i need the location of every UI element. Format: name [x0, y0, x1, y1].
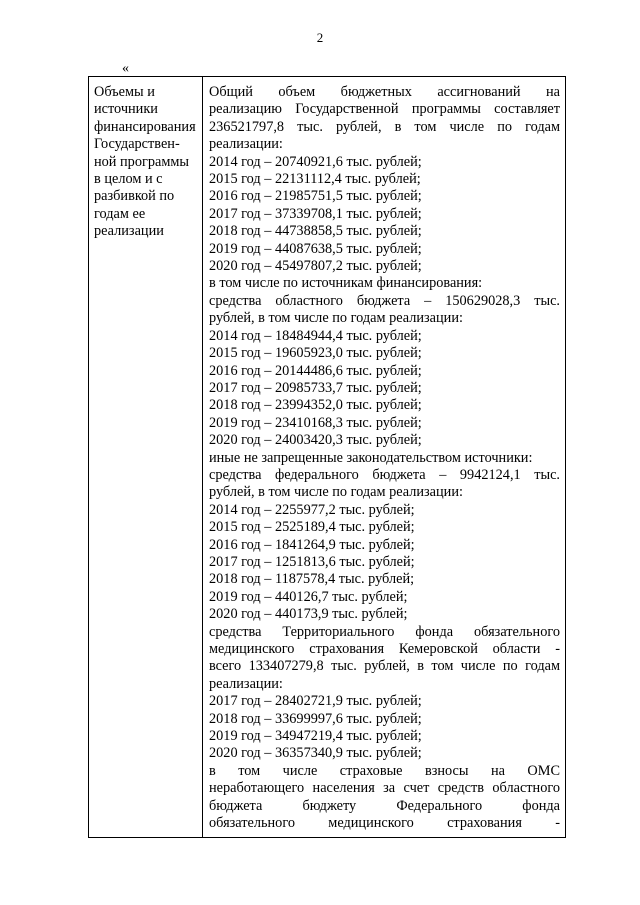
passport-table [88, 76, 566, 838]
page-number: 2 [316, 30, 324, 45]
content-line: 2016 год – 20144486,6 тыс. рублей; [209, 362, 422, 379]
content-line: 2020 год – 440173,9 тыс. рублей; [209, 606, 408, 623]
content-line: 2015 год – 22131112,4 тыс. рублей; [209, 171, 421, 188]
row-content-cell [203, 77, 565, 837]
content-line: в том числе страховые взносы на ОМС [209, 762, 560, 779]
content-line: 2016 год – 21985751,5 тыс. рублей; [209, 188, 422, 205]
content-line: реализации: [209, 136, 283, 153]
content-line: средства Территориального фонда обязательного [209, 623, 560, 640]
content-line: неработающего населения за счет средств областного [209, 780, 560, 797]
row-header-line: ной программы [94, 153, 190, 170]
content-line: рублей, в том числе по годам реализации: [209, 484, 463, 501]
content-line: 2019 год – 34947219,4 тыс. рублей; [209, 728, 422, 745]
opening-quote-mark: « [122, 61, 129, 76]
content-line: 2018 год – 1187578,4 тыс. рублей; [209, 571, 415, 588]
row-header-line: годам ее [94, 205, 146, 222]
content-line: рублей, в том числе по годам реализации: [209, 310, 463, 327]
content-line: 2019 год – 440126,7 тыс. рублей; [209, 588, 408, 605]
content-line: бюджета бюджету Федерального фонда [209, 797, 560, 814]
content-line: в том числе по источникам финансирования: [209, 275, 483, 292]
row-header-cell [89, 77, 203, 837]
content-line: средства федерального бюджета – 9942124,1 тыс. [209, 466, 560, 483]
content-line: 2014 год – 18484944,4 тыс. рублей; [209, 327, 422, 344]
content-line: средства областного бюджета – 150629028,3 тыс. [209, 292, 560, 309]
content-line: 2020 год – 36357340,9 тыс. рублей; [209, 745, 422, 762]
content-line: 2015 год – 19605923,0 тыс. рублей; [209, 345, 422, 362]
content-line: 236521797,8 тыс. рублей, в том числе по годам [209, 118, 560, 135]
row-header-line: в целом и с [94, 171, 163, 188]
content-line: обязательного медицинского страхования - [209, 815, 560, 832]
row-header-line: финансирования [94, 118, 196, 135]
content-line: реализацию Государственной программы составляет [209, 101, 560, 118]
content-line: иные не запрещенные законодательством источники: [209, 449, 533, 466]
content-line: 2018 год – 33699997,6 тыс. рублей; [209, 710, 422, 727]
content-line: 2019 год – 44087638,5 тыс. рублей; [209, 240, 422, 257]
content-line: 2014 год – 2255977,2 тыс. рублей; [209, 501, 415, 518]
content-line: 2018 год – 44738858,5 тыс. рублей; [209, 223, 422, 240]
content-line: 2017 год – 20985733,7 тыс. рублей; [209, 379, 422, 396]
content-line: 2020 год – 45497807,2 тыс. рублей; [209, 258, 422, 275]
row-header-line: реализации [94, 223, 164, 240]
content-line: всего 133407279,8 тыс. рублей, в том числе по годам [209, 658, 560, 675]
content-line: 2020 год – 24003420,3 тыс. рублей; [209, 432, 422, 449]
content-line: 2014 год – 20740921,6 тыс. рублей; [209, 153, 422, 170]
content-line: 2017 год – 37339708,1 тыс. рублей; [209, 205, 422, 222]
content-line: 2015 год – 2525189,4 тыс. рублей; [209, 519, 415, 536]
row-header-line: Объемы и [94, 84, 155, 100]
content-line: 2018 год – 23994352,0 тыс. рублей; [209, 397, 422, 414]
row-header-line: источники [94, 101, 158, 118]
content-line: 2019 год – 23410168,3 тыс. рублей; [209, 414, 422, 431]
row-header-line: разбивкой по [94, 188, 175, 205]
content-line: 2017 год – 1251813,6 тыс. рублей; [209, 553, 415, 570]
content-line: 2016 год – 1841264,9 тыс. рублей; [209, 536, 415, 553]
content-line: реализации: [209, 675, 283, 692]
row-header-line: Государствен- [94, 136, 180, 153]
content-line: медицинского страхования Кемеровской области - [209, 641, 560, 657]
content-line: Общий объем бюджетных ассигнований на [209, 84, 560, 100]
content-line: 2017 год – 28402721,9 тыс. рублей; [209, 693, 422, 710]
